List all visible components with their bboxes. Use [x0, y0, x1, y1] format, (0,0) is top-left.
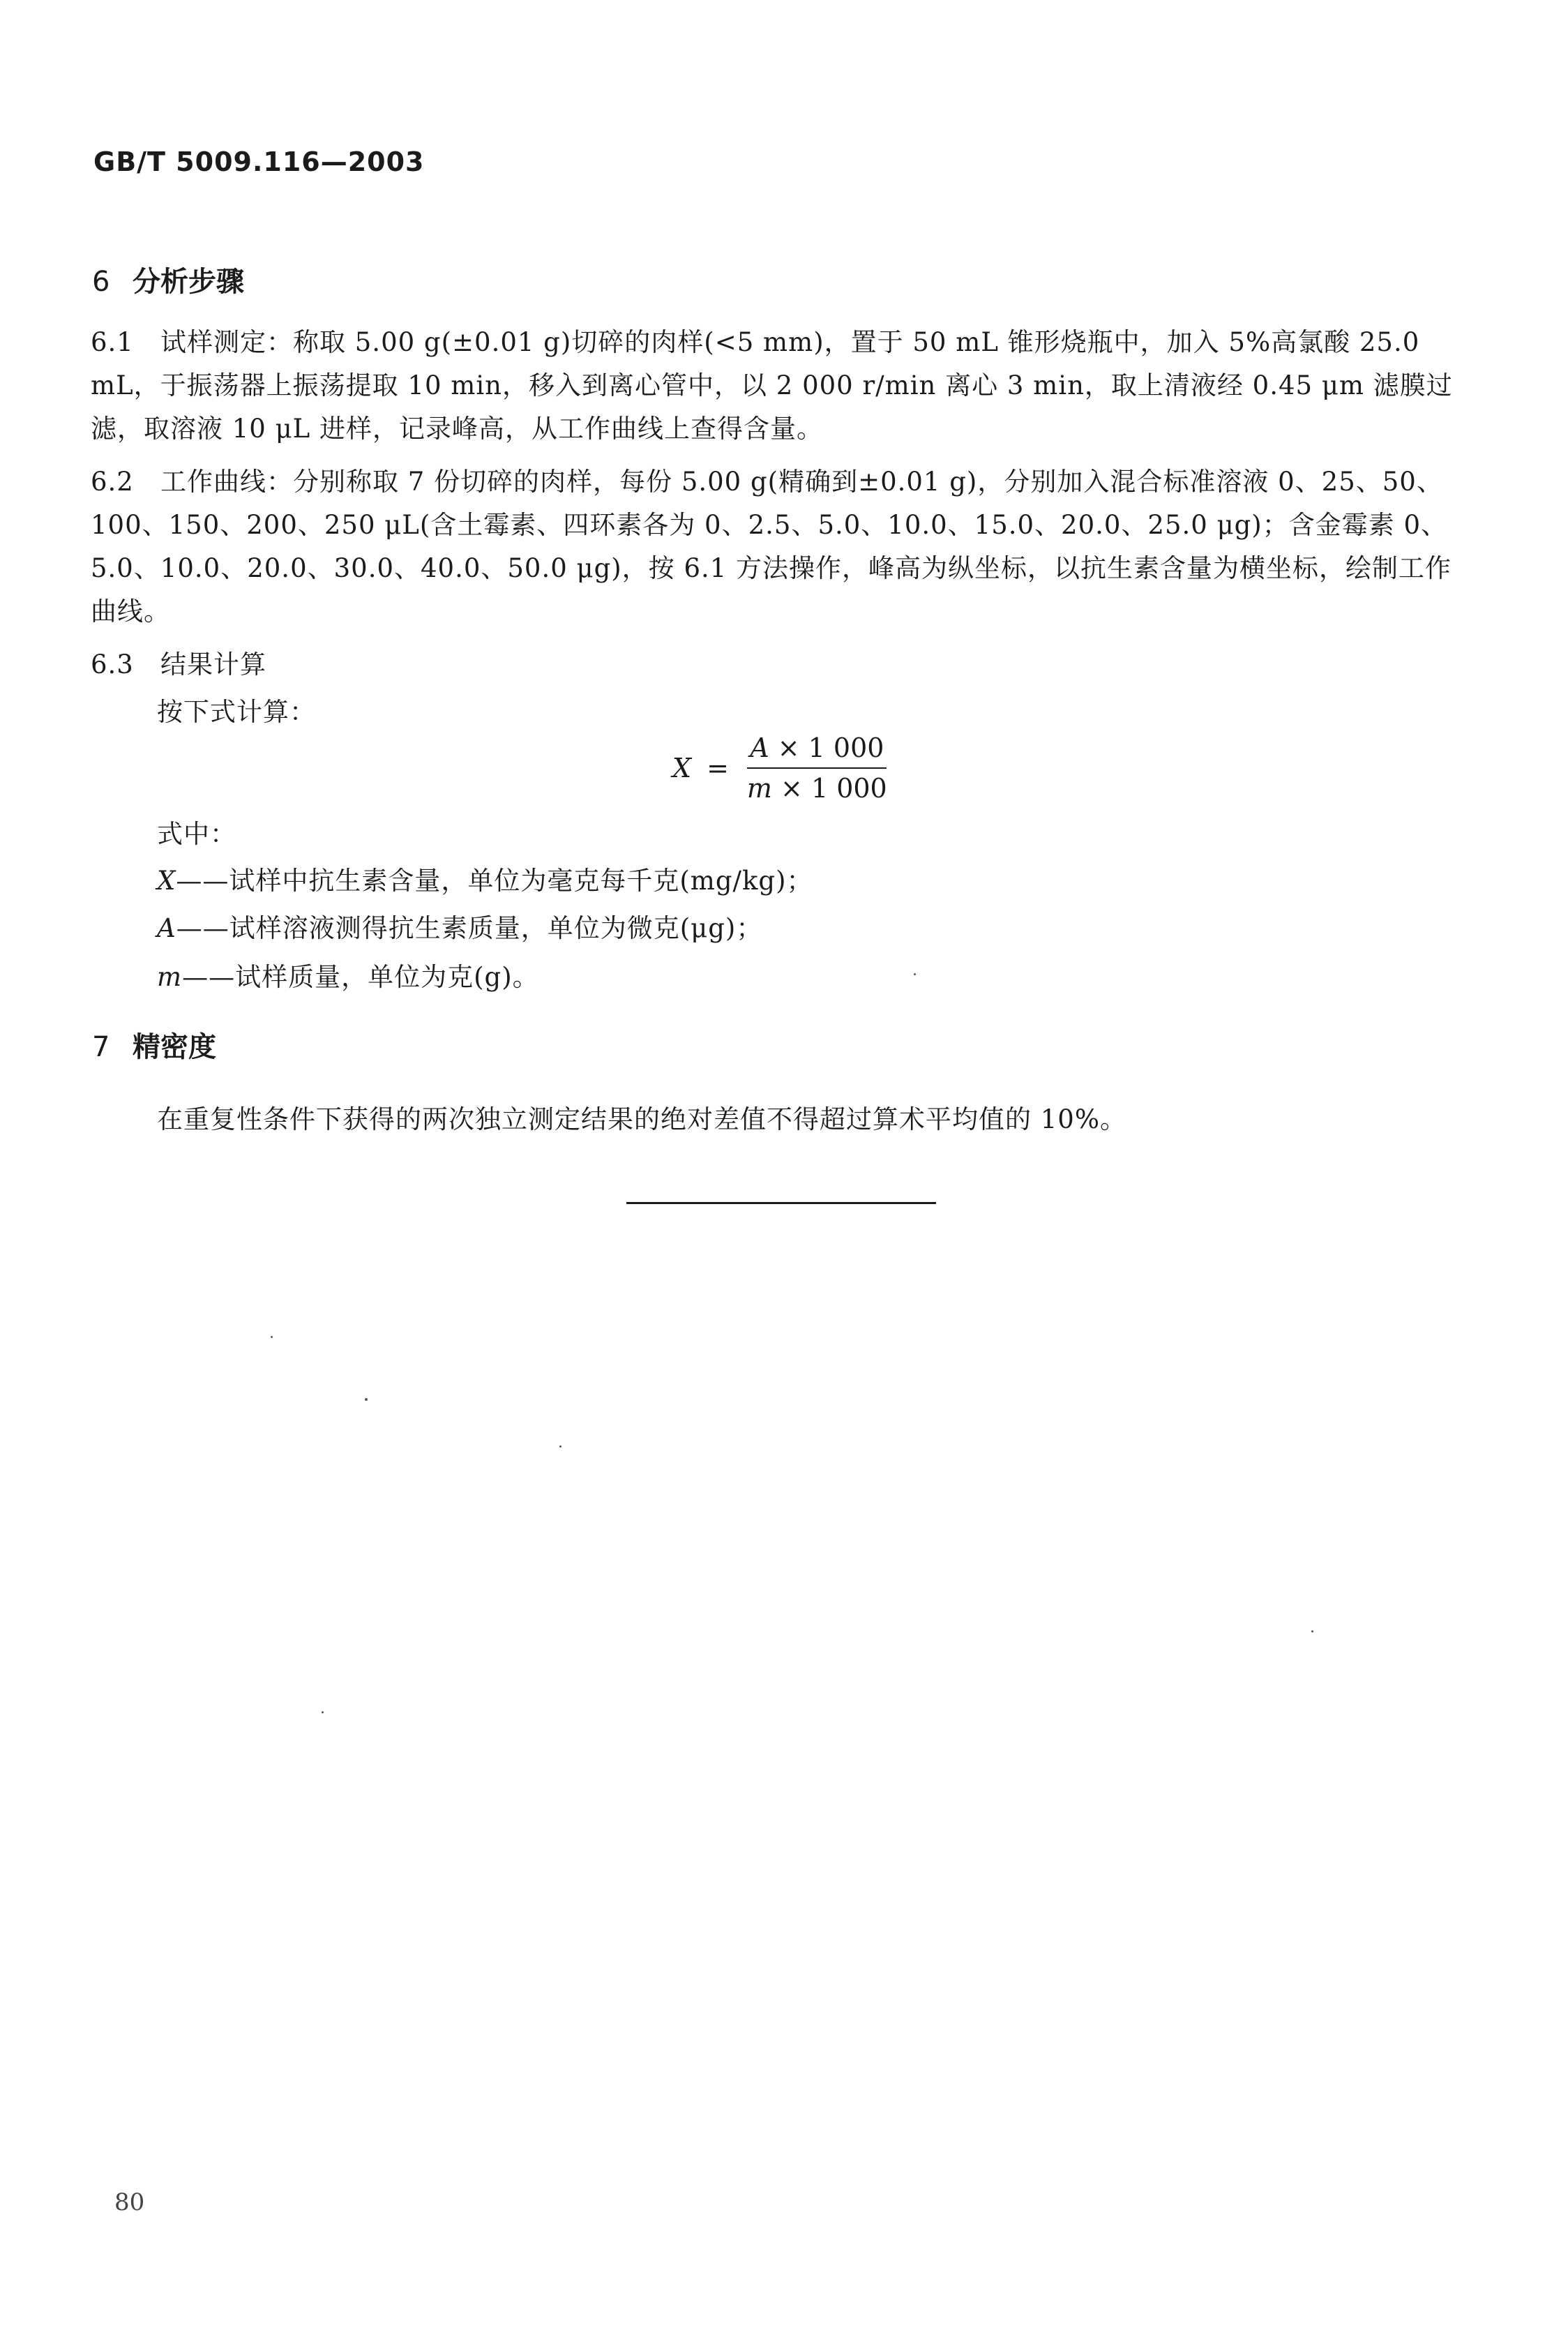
section-title: 分析步骤: [133, 266, 244, 298]
section-title: 精密度: [133, 1031, 216, 1063]
section-7-heading: [92, 1025, 216, 1065]
formula-numerator: A × 1 000: [747, 732, 887, 769]
end-rule: [626, 1202, 936, 1204]
clause-6-1: [91, 321, 1472, 451]
where-label: 式中：: [157, 819, 236, 849]
document-code: GB/T 5009.116—2003: [93, 146, 425, 177]
formula-equals: =: [707, 753, 729, 783]
scan-speck: [322, 1711, 324, 1713]
symbol-definition: A——试样溶液测得抗生素质量，单位为微克(μg)；: [157, 913, 763, 943]
clause-6-2: [91, 460, 1472, 633]
formula-denominator: m × 1 000: [746, 773, 887, 804]
scan-speck: [914, 973, 916, 975]
scan-speck: [365, 1398, 368, 1401]
clause-6-3: [91, 643, 1472, 686]
clause-text: 工作曲线：分别称取 7 份切碎的肉样，每份 5.00 g(精确到±0.01 g)，分别加入混合标准溶液 0、25、50、100、150、200、250 μL(含土霉素、四环素各为 0、2.5、5.0、10.0、15.0、20.0、25.0 μg)；含金霉素 0、5.0、10.0、20.0、30.0、40.0、50.0 μg)，按 6.1 方法操作，峰高为纵坐标，以抗生素含量为横坐标，绘制工作曲线。: [91, 467, 1452, 626]
clause-title: 结果计算: [160, 649, 266, 679]
page-number: 80: [114, 2188, 145, 2216]
scan-speck: [271, 1336, 273, 1338]
formula-fraction: [744, 732, 890, 804]
calc-label: 按下式计算：: [157, 697, 316, 727]
scan-speck: [559, 1445, 561, 1448]
symbol-definition: X——试样中抗生素含量，单位为毫克每千克(mg/kg)；: [157, 866, 813, 896]
scan-speck: [1311, 1630, 1313, 1632]
section-6-heading: [92, 260, 244, 299]
section-number: 7: [92, 1031, 110, 1063]
section-number: 6: [92, 266, 110, 298]
clause-number: 6.1: [91, 327, 134, 357]
formula-lhs: X: [672, 753, 692, 783]
symbol-definition: m——试样质量，单位为克(g)。: [157, 962, 539, 992]
precision-text: 在重复性条件下获得的两次独立测定结果的绝对差值不得超过算术平均值的 10%。: [157, 1104, 1126, 1134]
clause-number: 6.2: [91, 467, 134, 497]
clause-text: 试样测定：称取 5.00 g(±0.01 g)切碎的肉样(<5 mm)，置于 50 mL 锥形烧瓶中，加入 5%高氯酸 25.0 mL，于振荡器上振荡提取 10 min，移入到离心管中，以 2 000 r/min 离心 3 min，取上清液经 0.45 μm 滤膜过滤，取溶液 10 μL 进样，记录峰高，从工作曲线上查得含量。: [91, 327, 1453, 444]
result-formula: [672, 732, 890, 804]
clause-number: 6.3: [91, 649, 134, 679]
